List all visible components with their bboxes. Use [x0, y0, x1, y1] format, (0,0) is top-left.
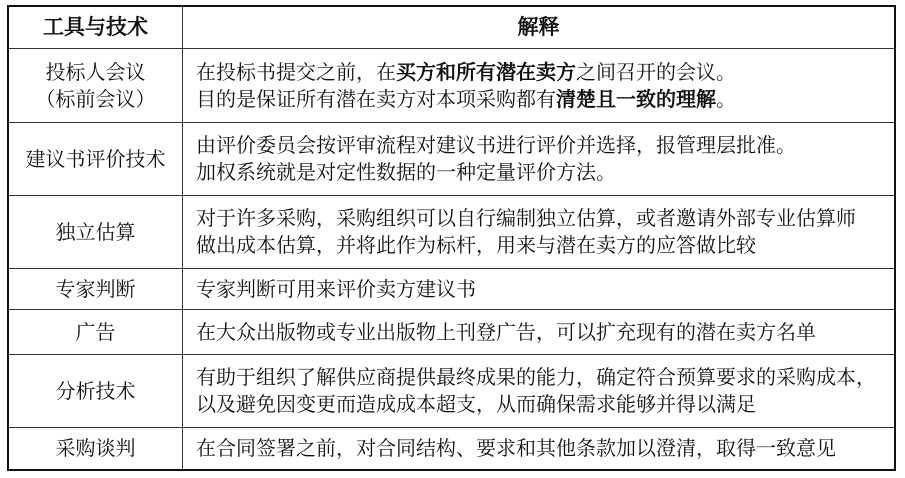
- tool-name: 分析技术: [55, 378, 136, 403]
- explanation-cell: [183, 269, 894, 310]
- tool-cell: [9, 123, 183, 196]
- header-tool-label: 工具与技术: [43, 15, 148, 39]
- header-explanation: [183, 7, 894, 49]
- explanation-line: 加权系统就是对定性数据的一种定量评价方法。: [196, 160, 616, 184]
- explanation-line: 在合同签署之前，对合同结构、要求和其他条款加以澄清，取得一致意见: [196, 436, 836, 460]
- explanation-line: 专家判断可用来评价卖方建议书: [196, 276, 476, 301]
- explanation-text: 之间召开的会议。: [576, 59, 736, 84]
- explanation-text: 在投标书提交之前，在: [196, 59, 396, 84]
- explanation-cell: [183, 196, 894, 269]
- explanation-line: 以及避免因变更而造成成本超支，从而确保需求能够并得以满足: [196, 392, 756, 416]
- explanation-line: [196, 86, 736, 113]
- explanation-cell: [183, 355, 894, 428]
- tools-techniques-table: [7, 5, 896, 471]
- tool-cell: [9, 269, 183, 310]
- tool-cell: [9, 196, 183, 269]
- tool-cell: [9, 428, 183, 469]
- tool-name: 建议书评价技术: [25, 146, 166, 171]
- tool-name: 采购谈判: [55, 436, 136, 460]
- explanation-line: 有助于组织了解供应商提供最终成果的能力，确定符合预算要求的采购成本，: [196, 365, 876, 389]
- explanation-cell: [183, 123, 894, 196]
- explanation-text: 目的是保证所有潜在卖方对本项采购都有: [196, 86, 556, 111]
- explanation-cell: [183, 428, 894, 469]
- explanation-line: 对于许多采购，采购组织可以自行编制独立估算，或者邀请外部专业估算师: [196, 206, 856, 230]
- tool-name: 独立估算: [55, 219, 136, 244]
- explanation-text: 。: [716, 86, 736, 111]
- explanation-emphasis: 清楚且一致的理解: [556, 86, 716, 111]
- explanation-emphasis: 买方和所有潜在卖方: [396, 59, 576, 84]
- explanation-cell: [183, 310, 894, 355]
- tool-name-note: （标前会议）: [35, 86, 156, 111]
- explanation-line: [196, 59, 736, 86]
- tool-cell: [9, 355, 183, 428]
- tool-name: 广告: [75, 319, 116, 344]
- explanation-line: 在大众出版物或专业出版物上刊登广告，可以扩充现有的潜在卖方名单: [196, 319, 816, 344]
- explanation-line: 做出成本估算，并将此作为标杆，用来与潜在卖方的应答做比较: [196, 233, 756, 257]
- tool-cell: [9, 310, 183, 355]
- header-explanation-label: 解释: [517, 15, 560, 39]
- tool-name: 投标人会议: [45, 59, 146, 84]
- tool-cell: [9, 49, 183, 123]
- header-tool: [9, 7, 183, 49]
- tool-name: 专家判断: [55, 276, 136, 301]
- explanation-cell: [183, 49, 894, 123]
- explanation-line: 由评价委员会按评审流程对建议书进行评价并选择，报管理层批准。: [196, 133, 796, 157]
